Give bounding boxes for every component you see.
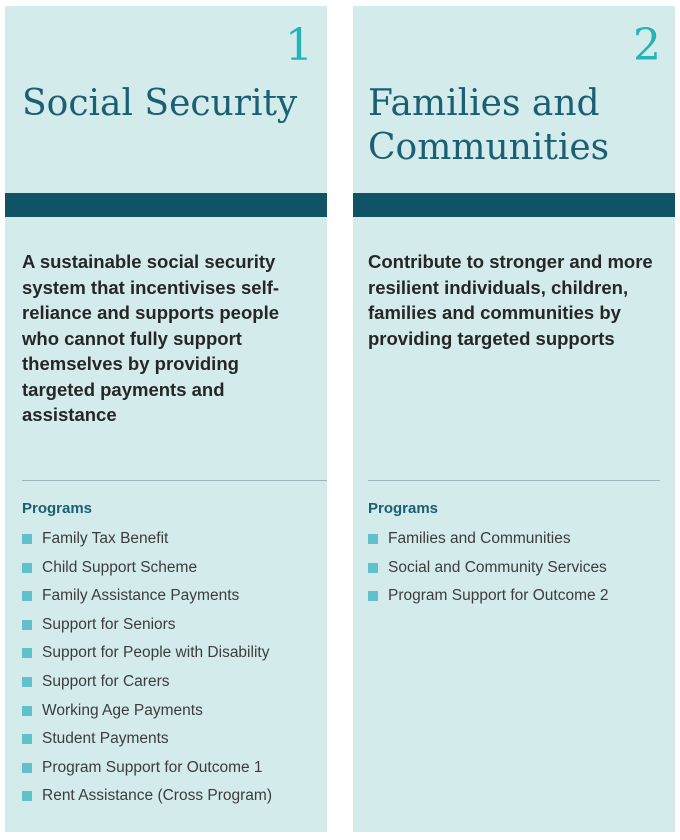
program-label: Support for People with Disability bbox=[42, 644, 270, 662]
program-label: Working Age Payments bbox=[42, 701, 203, 719]
program-label: Support for Seniors bbox=[42, 615, 176, 633]
program-item bbox=[368, 529, 609, 558]
outcome-title-text: Social Security bbox=[22, 83, 298, 124]
divider-rule bbox=[368, 480, 660, 481]
programs-list bbox=[368, 529, 609, 615]
program-item bbox=[22, 701, 272, 730]
program-label: Families and Communities bbox=[388, 530, 571, 547]
outcome-number: 1 bbox=[285, 20, 313, 71]
square-bullet-icon bbox=[22, 791, 32, 801]
divider-rule bbox=[22, 480, 327, 481]
program-label: Family Assistance Payments bbox=[42, 587, 240, 605]
program-label: Family Tax Benefit bbox=[42, 530, 169, 547]
outcome-card-1 bbox=[5, 6, 327, 832]
square-bullet-icon bbox=[368, 563, 378, 573]
outcome-number: 2 bbox=[633, 20, 661, 71]
outcome-description: Contribute to stronger and more resilient individuals, children, families and communities by providing targeted supports bbox=[368, 251, 653, 349]
square-bullet-icon bbox=[22, 591, 32, 601]
program-item bbox=[368, 558, 609, 587]
program-item bbox=[22, 529, 272, 558]
square-bullet-icon bbox=[22, 563, 32, 573]
program-label: Support for Carers bbox=[42, 672, 170, 690]
program-item bbox=[22, 615, 272, 644]
programs-list bbox=[22, 529, 272, 815]
program-item bbox=[22, 558, 272, 587]
outcome-title bbox=[368, 82, 668, 170]
program-label: Program Support for Outcome 1 bbox=[42, 758, 263, 776]
square-bullet-icon bbox=[22, 534, 32, 544]
square-bullet-icon bbox=[22, 677, 32, 687]
program-label: Program Support for Outcome 2 bbox=[388, 587, 609, 605]
program-item bbox=[22, 586, 272, 615]
square-bullet-icon bbox=[22, 648, 32, 658]
square-bullet-icon bbox=[368, 591, 378, 601]
program-label: Student Payments bbox=[42, 730, 169, 748]
programs-heading: Programs bbox=[22, 500, 93, 517]
divider-band bbox=[353, 193, 675, 217]
divider-band bbox=[5, 193, 327, 217]
square-bullet-icon bbox=[368, 534, 378, 544]
program-label: Rent Assistance (Cross Program) bbox=[42, 787, 272, 805]
program-item bbox=[22, 786, 272, 815]
square-bullet-icon bbox=[22, 763, 32, 773]
program-item bbox=[22, 672, 272, 701]
program-label: Social and Community Services bbox=[388, 558, 607, 576]
program-item bbox=[22, 643, 272, 672]
square-bullet-icon bbox=[22, 734, 32, 744]
outcome-title-text: Families and Communities bbox=[368, 83, 610, 168]
outcome-card-2 bbox=[353, 6, 675, 832]
program-label: Child Support Scheme bbox=[42, 558, 198, 576]
square-bullet-icon bbox=[22, 620, 32, 630]
outcome-description: A sustainable social security system that incentivises self-reliance and supports people who cannot fully support themselves by providing targeted payments and assistance bbox=[22, 251, 280, 425]
square-bullet-icon bbox=[22, 706, 32, 716]
program-item bbox=[22, 758, 272, 787]
programs-heading: Programs bbox=[368, 500, 439, 517]
outcome-title bbox=[22, 82, 322, 126]
program-item bbox=[368, 586, 609, 615]
program-item bbox=[22, 729, 272, 758]
